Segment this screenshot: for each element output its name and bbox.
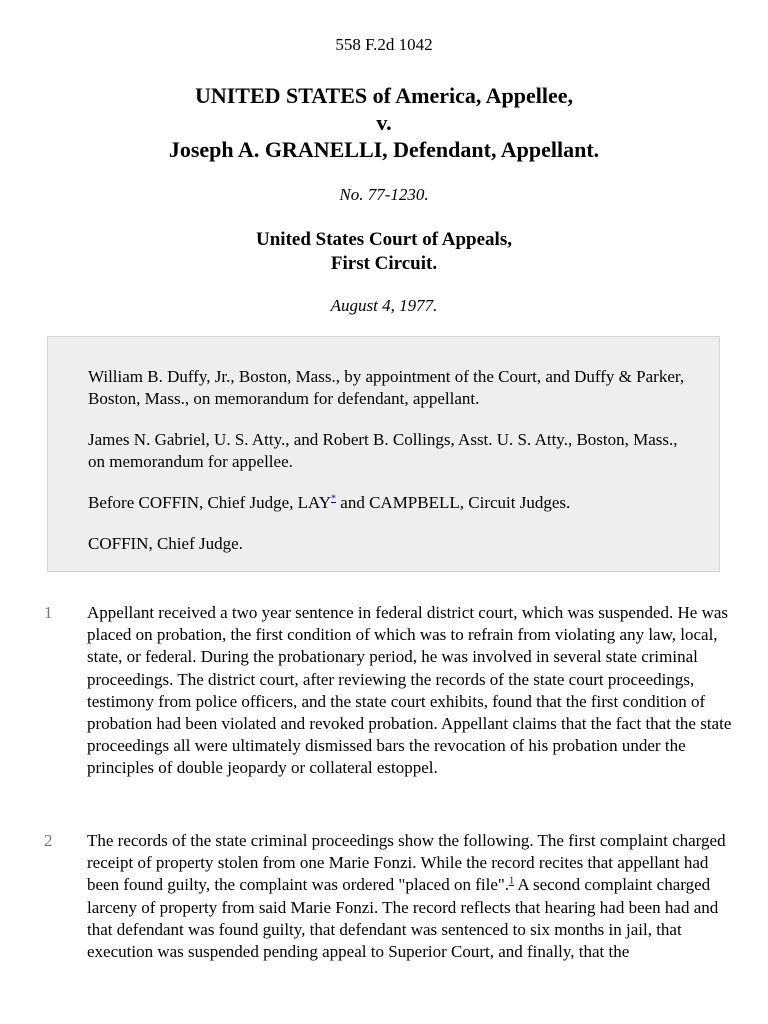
bench-judges [88, 492, 698, 514]
paragraph-text-part: The records of the state criminal proceedings show the following. The first complaint charged receipt of property stolen from one Marie Fonzi. While the record recites that appellant had been found guilty, the complaint was ordered "placed on file". [87, 831, 726, 895]
docket-number: No. 77-1230. [339, 185, 429, 204]
paragraph-text: Appellant received a two year sentence in federal district court, which was suspended. He was placed on probation, the first condition of which was to refrain from violating any law, local, state, or federal. During the probationary period, he was involved in several state criminal proceedings. The district court, after reviewing the records of the state court proceedings, testimony from police officers, and the state court exhibits, found that the first condition of probation had been violated and revoked probation. Appellant claims that the fact that the state proceedings all were ultimately dismissed bars the revocation of his probation under the principles of double jeopardy or collateral estoppel. [87, 603, 732, 778]
footnote-link-star[interactable]: * [331, 493, 337, 505]
versus: v. [376, 110, 392, 135]
paragraph-text-part: A second complaint charged larceny of property from said Marie Fonzi. The record reflects that hearing had been had and that defendant was found guilty, that defendant was sentenced to six months in jail, that execution was suspended pending appeal to Superior Court, and finally, that the [87, 875, 719, 962]
case-citation: 558 F.2d 1042 [335, 35, 433, 54]
counsel-box [47, 336, 720, 572]
party-appellee: UNITED STATES of America, Appellee, [194, 83, 574, 108]
decision-date: August 4, 1977. [330, 296, 438, 315]
footnote-link-1[interactable]: 1 [509, 875, 515, 887]
counsel-defendant: William B. Duffy, Jr., Boston, Mass., by appointment of the Court, and Duffy & Parker, Boston, Mass., on memorandum for defendant, appellant. [88, 367, 685, 408]
counsel-appellee: James N. Gabriel, U. S. Atty., and Robert B. Collings, Asst. U. S. Atty., Boston, Mass., on memorandum for appellee. [88, 430, 678, 471]
paragraph-number: 2 [44, 831, 53, 850]
court-name [0, 228, 768, 276]
court-name-line2: First Circuit. [330, 253, 438, 274]
paragraph-text [87, 830, 737, 963]
opinion-author: COFFIN, Chief Judge. [88, 534, 243, 553]
paragraph-number: 1 [44, 603, 53, 622]
court-name-line1: United States Court of Appeals, [256, 229, 512, 250]
bench-before: Before COFFIN, Chief Judge, LAY [88, 493, 332, 512]
party-appellant: Joseph A. GRANELLI, Defendant, Appellant. [168, 137, 600, 162]
bench-after: and CAMPBELL, Circuit Judges. [336, 493, 571, 512]
case-parties [0, 82, 768, 163]
